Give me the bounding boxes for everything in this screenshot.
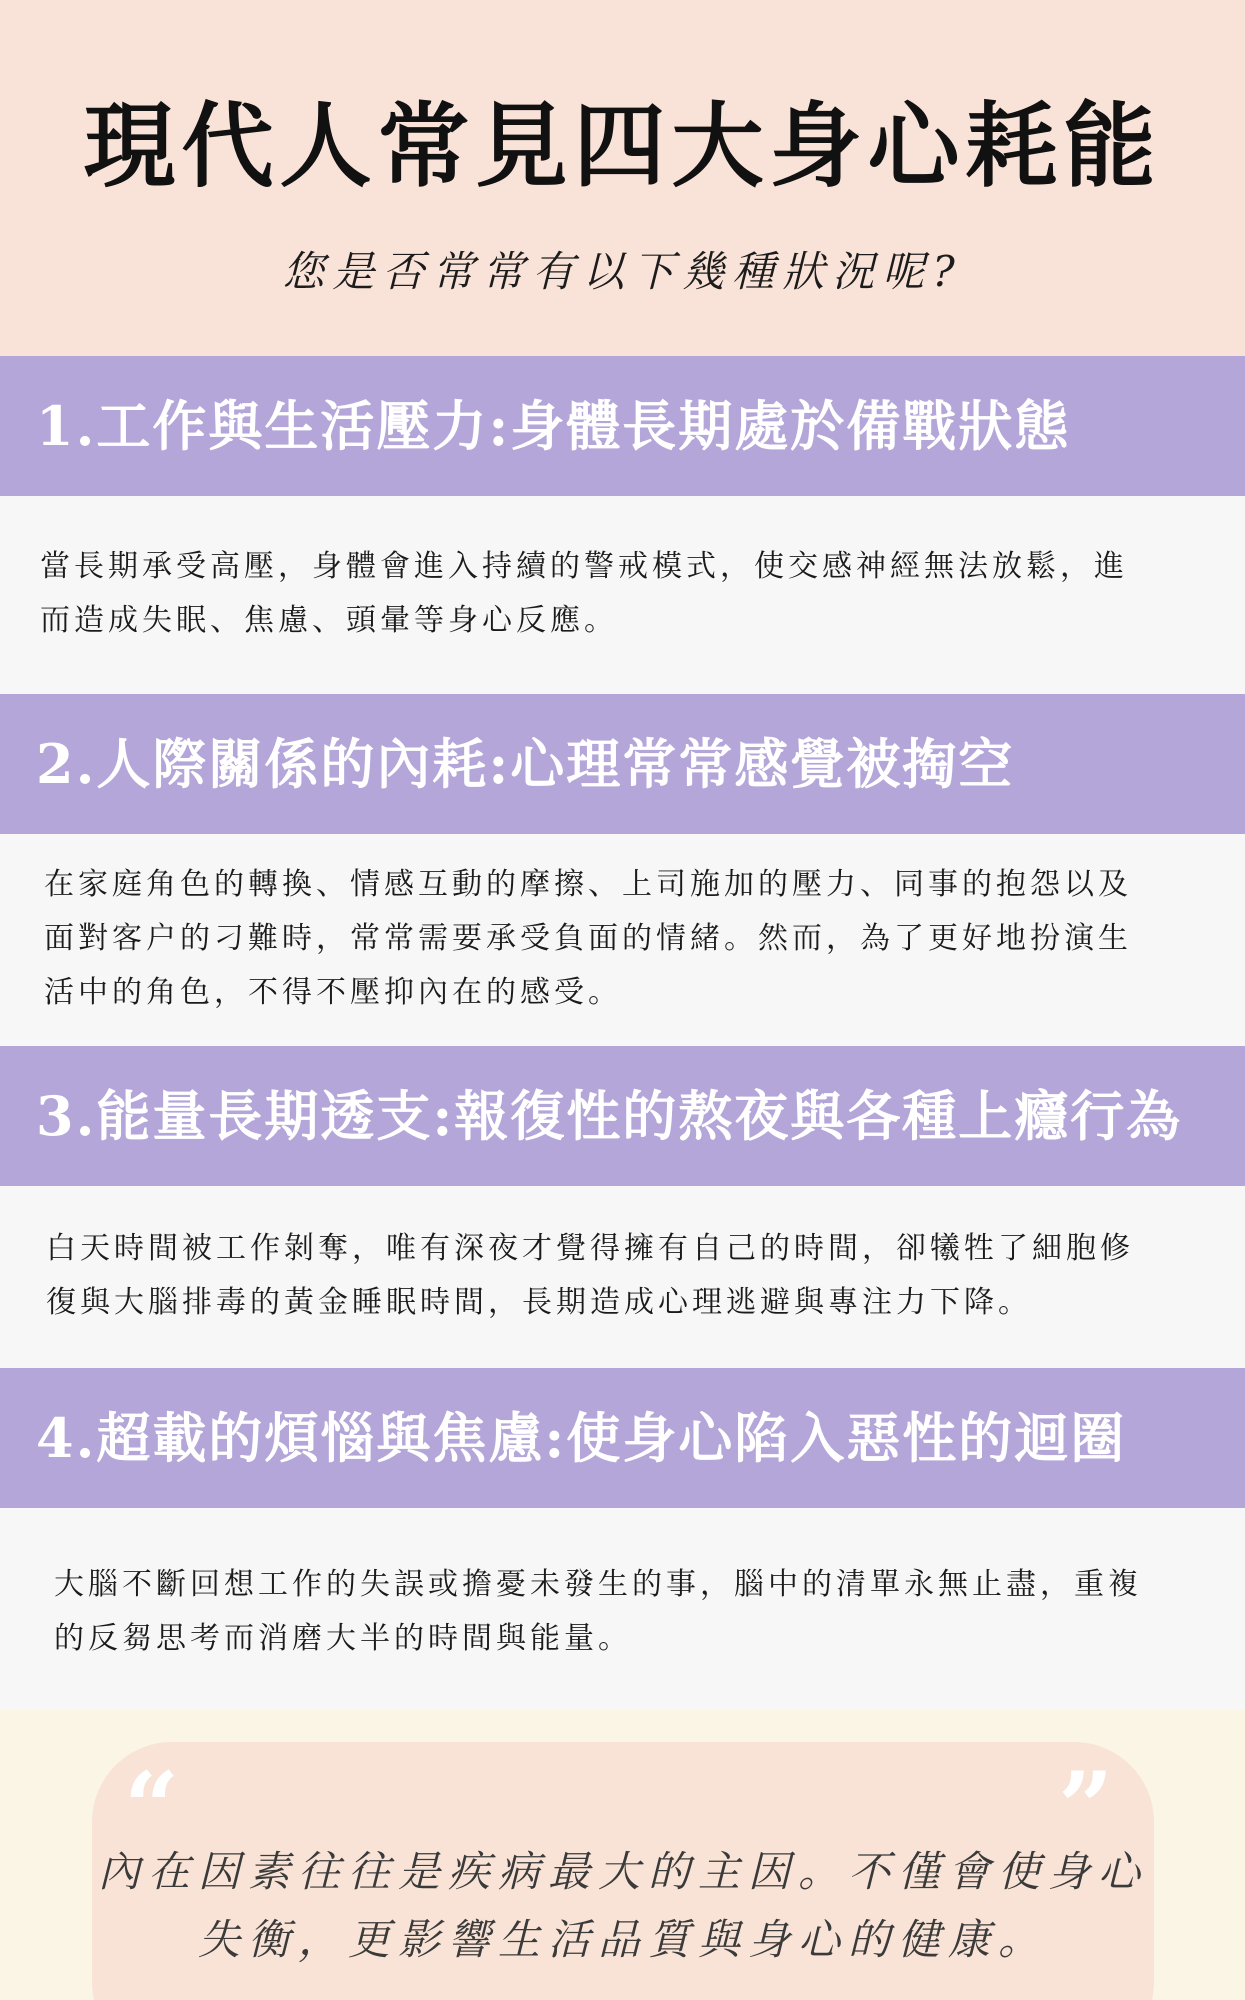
section-1-heading: 1.工作與生活壓力:身體長期處於備戰狀態 [36, 394, 1071, 458]
quote-line-1: 內在因素往往是疾病最大的主因。不僅會使身心 [97, 1847, 1148, 1896]
section-4-line-2: 的反芻思考而消磨大半的時間與能量。 [54, 1621, 632, 1656]
section-2-text [44, 858, 1132, 1020]
section-4-text [54, 1558, 1142, 1666]
section-2-heading-bar [0, 694, 1245, 834]
section-3-line-2: 復與大腦排毒的黃金睡眠時間，長期造成心理逃避與專注力下降。 [46, 1285, 1032, 1320]
section-1-body [0, 496, 1245, 694]
section-4-line-1: 大腦不斷回想工作的失誤或擔憂未發生的事，腦中的清單永無止盡，重複 [54, 1567, 1142, 1602]
section-2-line-1: 在家庭角色的轉換、情感互動的摩擦、上司施加的壓力、同事的抱怨以及 [44, 867, 1132, 902]
close-quote-icon: ” [1058, 1751, 1114, 1864]
section-1-text [40, 540, 1128, 648]
section-3-text [46, 1222, 1134, 1330]
section-3-heading-bar [0, 1046, 1245, 1186]
section-2-body [0, 834, 1245, 1046]
section-1-line-1: 當長期承受高壓，身體會進入持續的警戒模式，使交感神經無法放鬆，進 [40, 549, 1128, 584]
section-2-line-3: 活中的角色，不得不壓抑內在的感受。 [44, 975, 622, 1010]
quote-line-2: 失衡，更影響生活品質與身心的健康。 [197, 1915, 1048, 1964]
page-subtitle: 您是否常常有以下幾種狀況呢? [282, 247, 963, 296]
section-4-body [0, 1508, 1245, 1710]
section-2-heading: 2.人際關係的內耗:心理常常感覺被掏空 [36, 732, 1015, 796]
section-3-line-1: 白天時間被工作剝奪，唯有深夜才覺得擁有自己的時間，卻犧牲了細胞修 [46, 1231, 1134, 1266]
section-2-line-2: 面對客户的刁難時，常常需要承受負面的情緒。然而，為了更好地扮演生 [44, 921, 1132, 956]
section-4-heading: 4.超載的煩惱與焦慮:使身心陷入惡性的迴圈 [36, 1406, 1127, 1470]
section-4-heading-bar [0, 1368, 1245, 1508]
page-title: 現代人常見四大身心耗能 [83, 93, 1162, 200]
section-3-heading: 3.能量長期透支:報復性的熬夜與各種上癮行為 [36, 1084, 1183, 1148]
section-1-line-2: 而造成失眠、焦慮、頭暈等身心反應。 [40, 603, 618, 638]
section-3-body [0, 1186, 1245, 1368]
open-quote-icon: “ [124, 1751, 180, 1864]
section-1-heading-bar [0, 356, 1245, 496]
